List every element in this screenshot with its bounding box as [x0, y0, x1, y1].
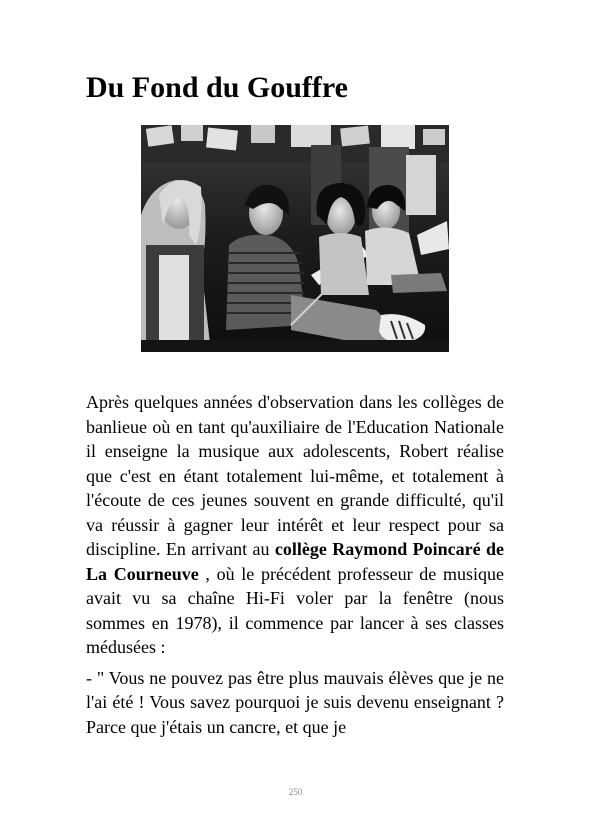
paragraph-1-start: Après quelques années d'observation dans les collèges de banlieue où en tant qu'auxiliaire de l'Education Nationale il enseigne la musique aux adolescents, Robert réalise que c'est en étant totalement lui-même, et totalement à l'écoute de ces jeunes souvent en grande difficulté, qu'il va réussir à gagner leur intérêt et leur respect pour sa discipline. En arrivant au: [86, 392, 504, 559]
paragraph-2: - " Vous ne pouvez pas être plus mauvais élèves que je ne l'ai été ! Vous savez pourquoi je suis devenu enseignant ? Parce que j'étais un cancre, et que je: [86, 667, 504, 737]
paragraph-1-end: , où le précédent professeur de musique avait vu sa chaîne Hi-Fi voler par la fenêtre (nous sommes en 1978), il commence par lancer à ses classes médusées :: [86, 563, 504, 657]
choir-photo-image: [141, 125, 449, 352]
body-text: [86, 390, 504, 739]
page-number: 250: [288, 787, 303, 797]
chapter-title: Du Fond du Gouffre: [86, 71, 349, 104]
school-name: collège Raymond Poincaré de La Courneuve: [86, 539, 504, 584]
choir-photo: [141, 125, 449, 352]
paragraph-1: [86, 390, 504, 660]
